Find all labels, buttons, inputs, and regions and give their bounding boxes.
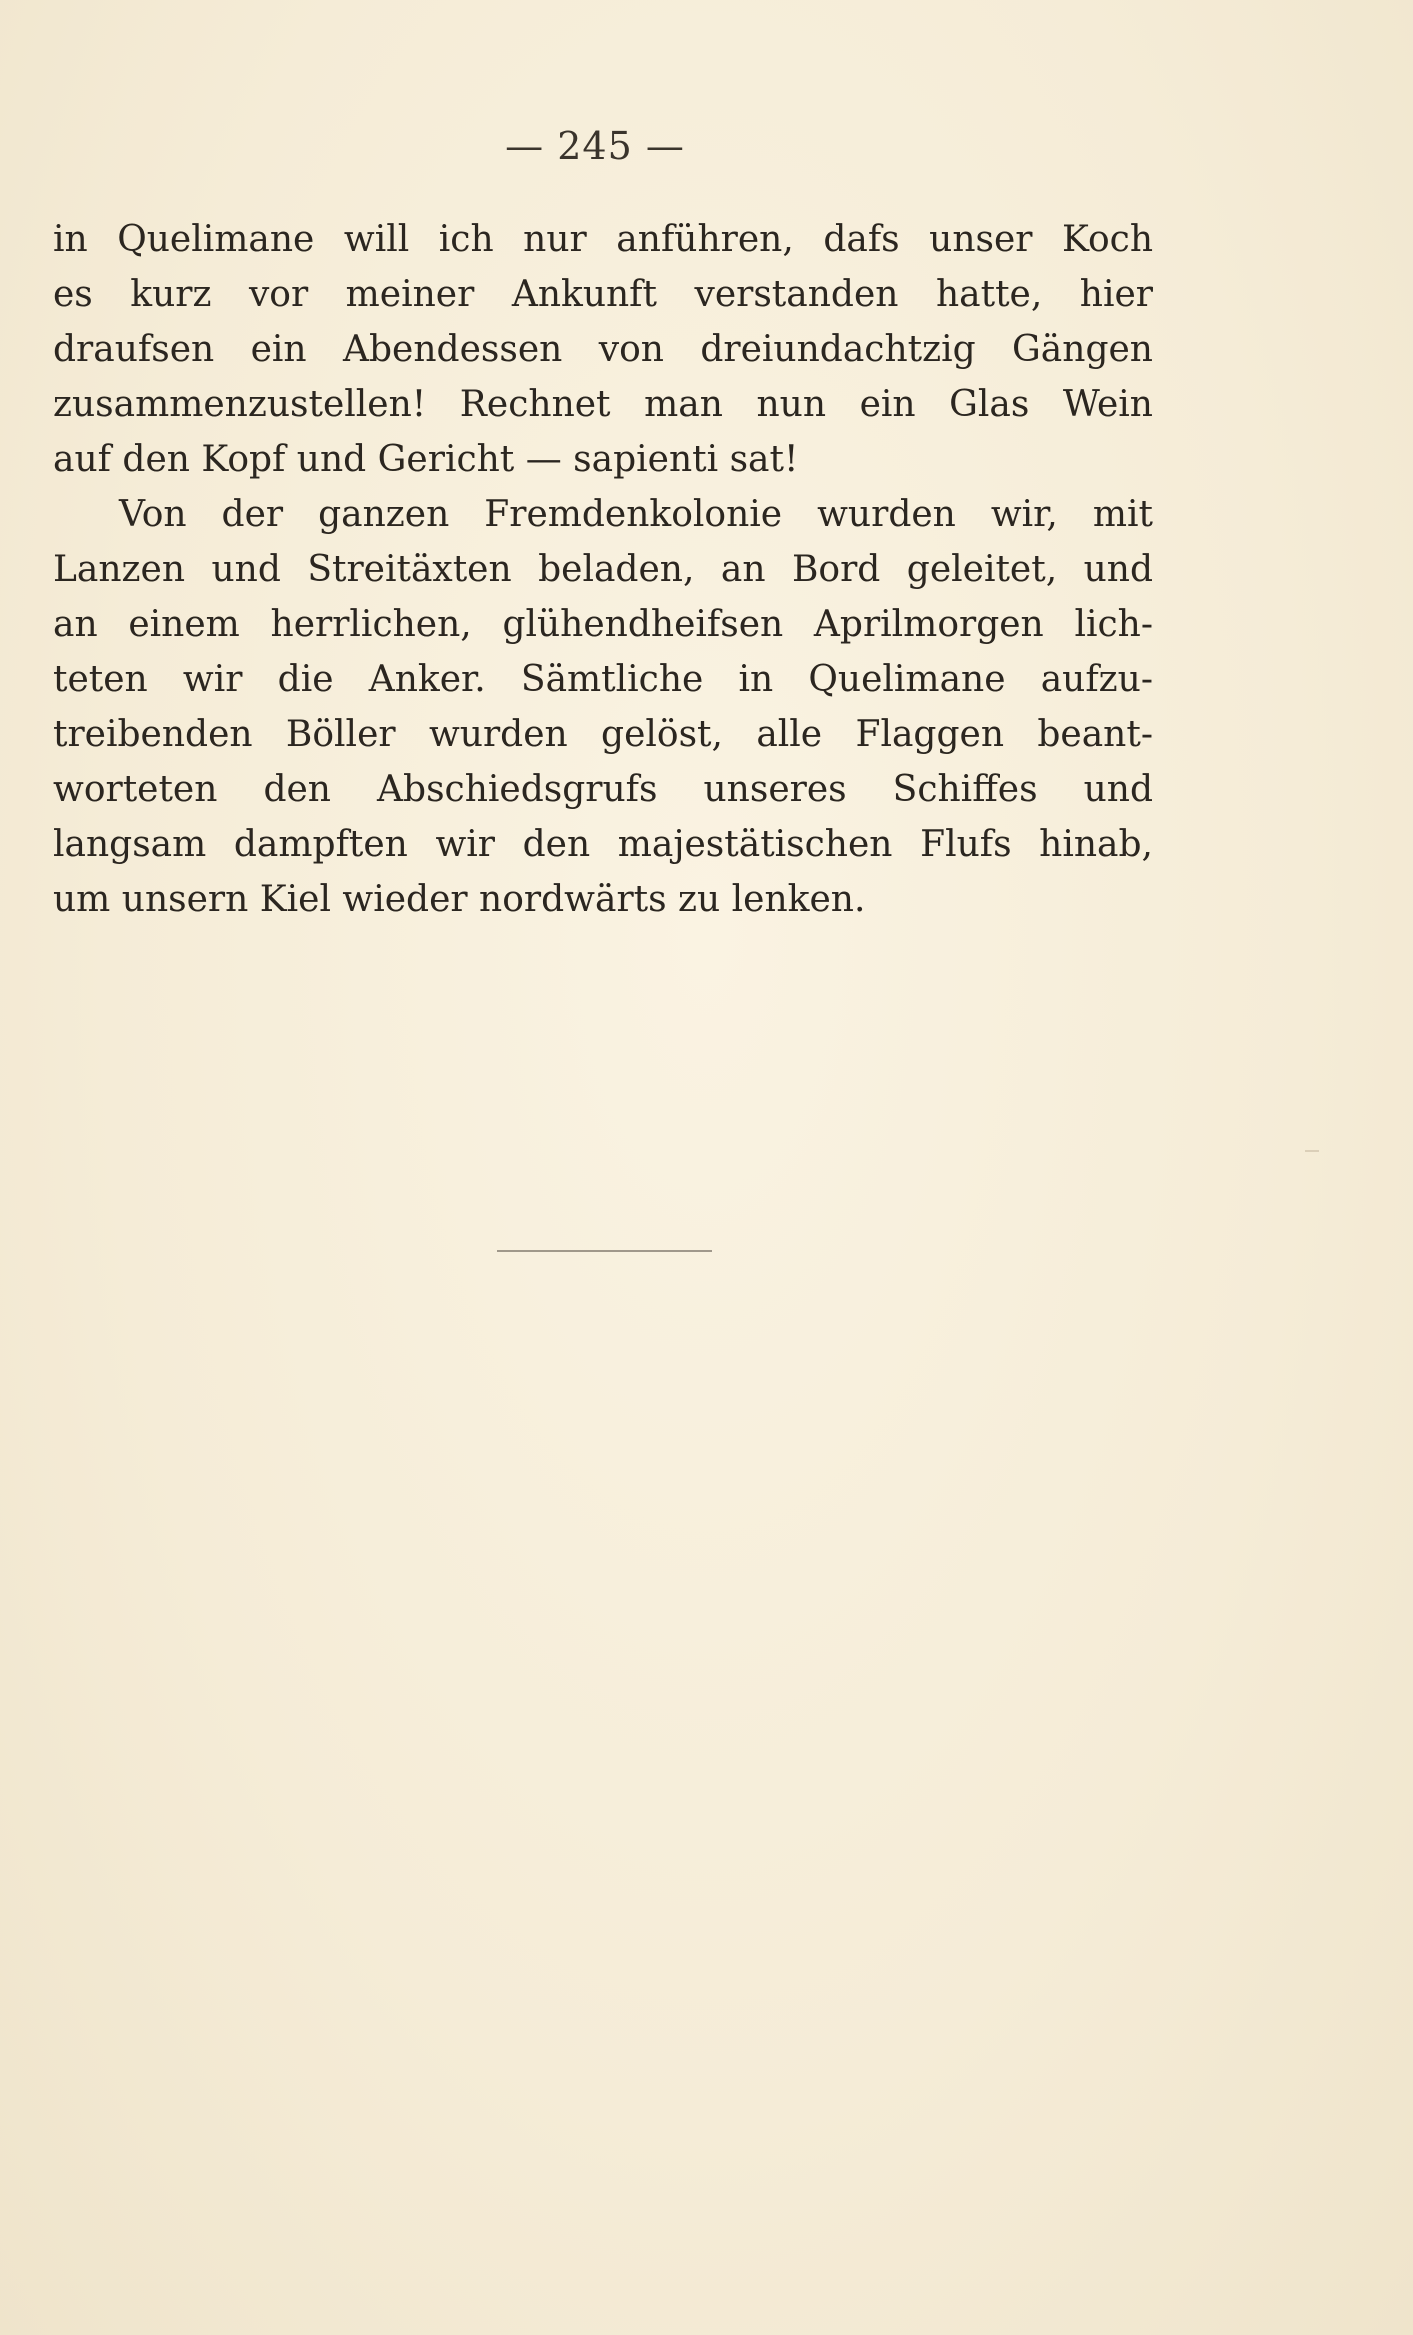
text-line: langsam dampften wir den majestätischen Flufs hinab,	[53, 824, 1153, 865]
text-line: an einem herrlichen, glühendheifsen Aprilmorgen lich-	[53, 604, 1153, 645]
paragraph-start-line: Von der ganzen Fremdenkolonie wurden wir, mit	[119, 494, 1153, 535]
page-number: — 245 —	[505, 124, 685, 168]
text-line: Lanzen und Streitäxten beladen, an Bord geleitet, und	[53, 549, 1153, 590]
paper-speck	[1305, 1150, 1319, 1152]
text-line: treibenden Böller wurden gelöst, alle Flaggen beant-	[53, 714, 1153, 755]
text-line: zusammenzustellen! Rechnet man nun ein Glas Wein	[53, 384, 1153, 425]
text-line: es kurz vor meiner Ankunft verstanden hatte, hier	[53, 274, 1153, 315]
text-line: worteten den Abschiedsgrufs unseres Schiffes und	[53, 769, 1153, 810]
paragraph-end-line: auf den Kopf und Gericht — sapienti sat!	[53, 439, 799, 480]
paragraph-end-line: um unsern Kiel wieder nordwärts zu lenken.	[53, 879, 866, 920]
chapter-end-rule	[497, 1250, 712, 1252]
text-line: teten wir die Anker. Sämtliche in Quelimane aufzu-	[53, 659, 1153, 700]
body-text	[53, 212, 1153, 927]
text-line: draufsen ein Abendessen von dreiundachtzig Gängen	[53, 329, 1153, 370]
text-line: in Quelimane will ich nur anführen, dafs unser Koch	[53, 219, 1153, 260]
